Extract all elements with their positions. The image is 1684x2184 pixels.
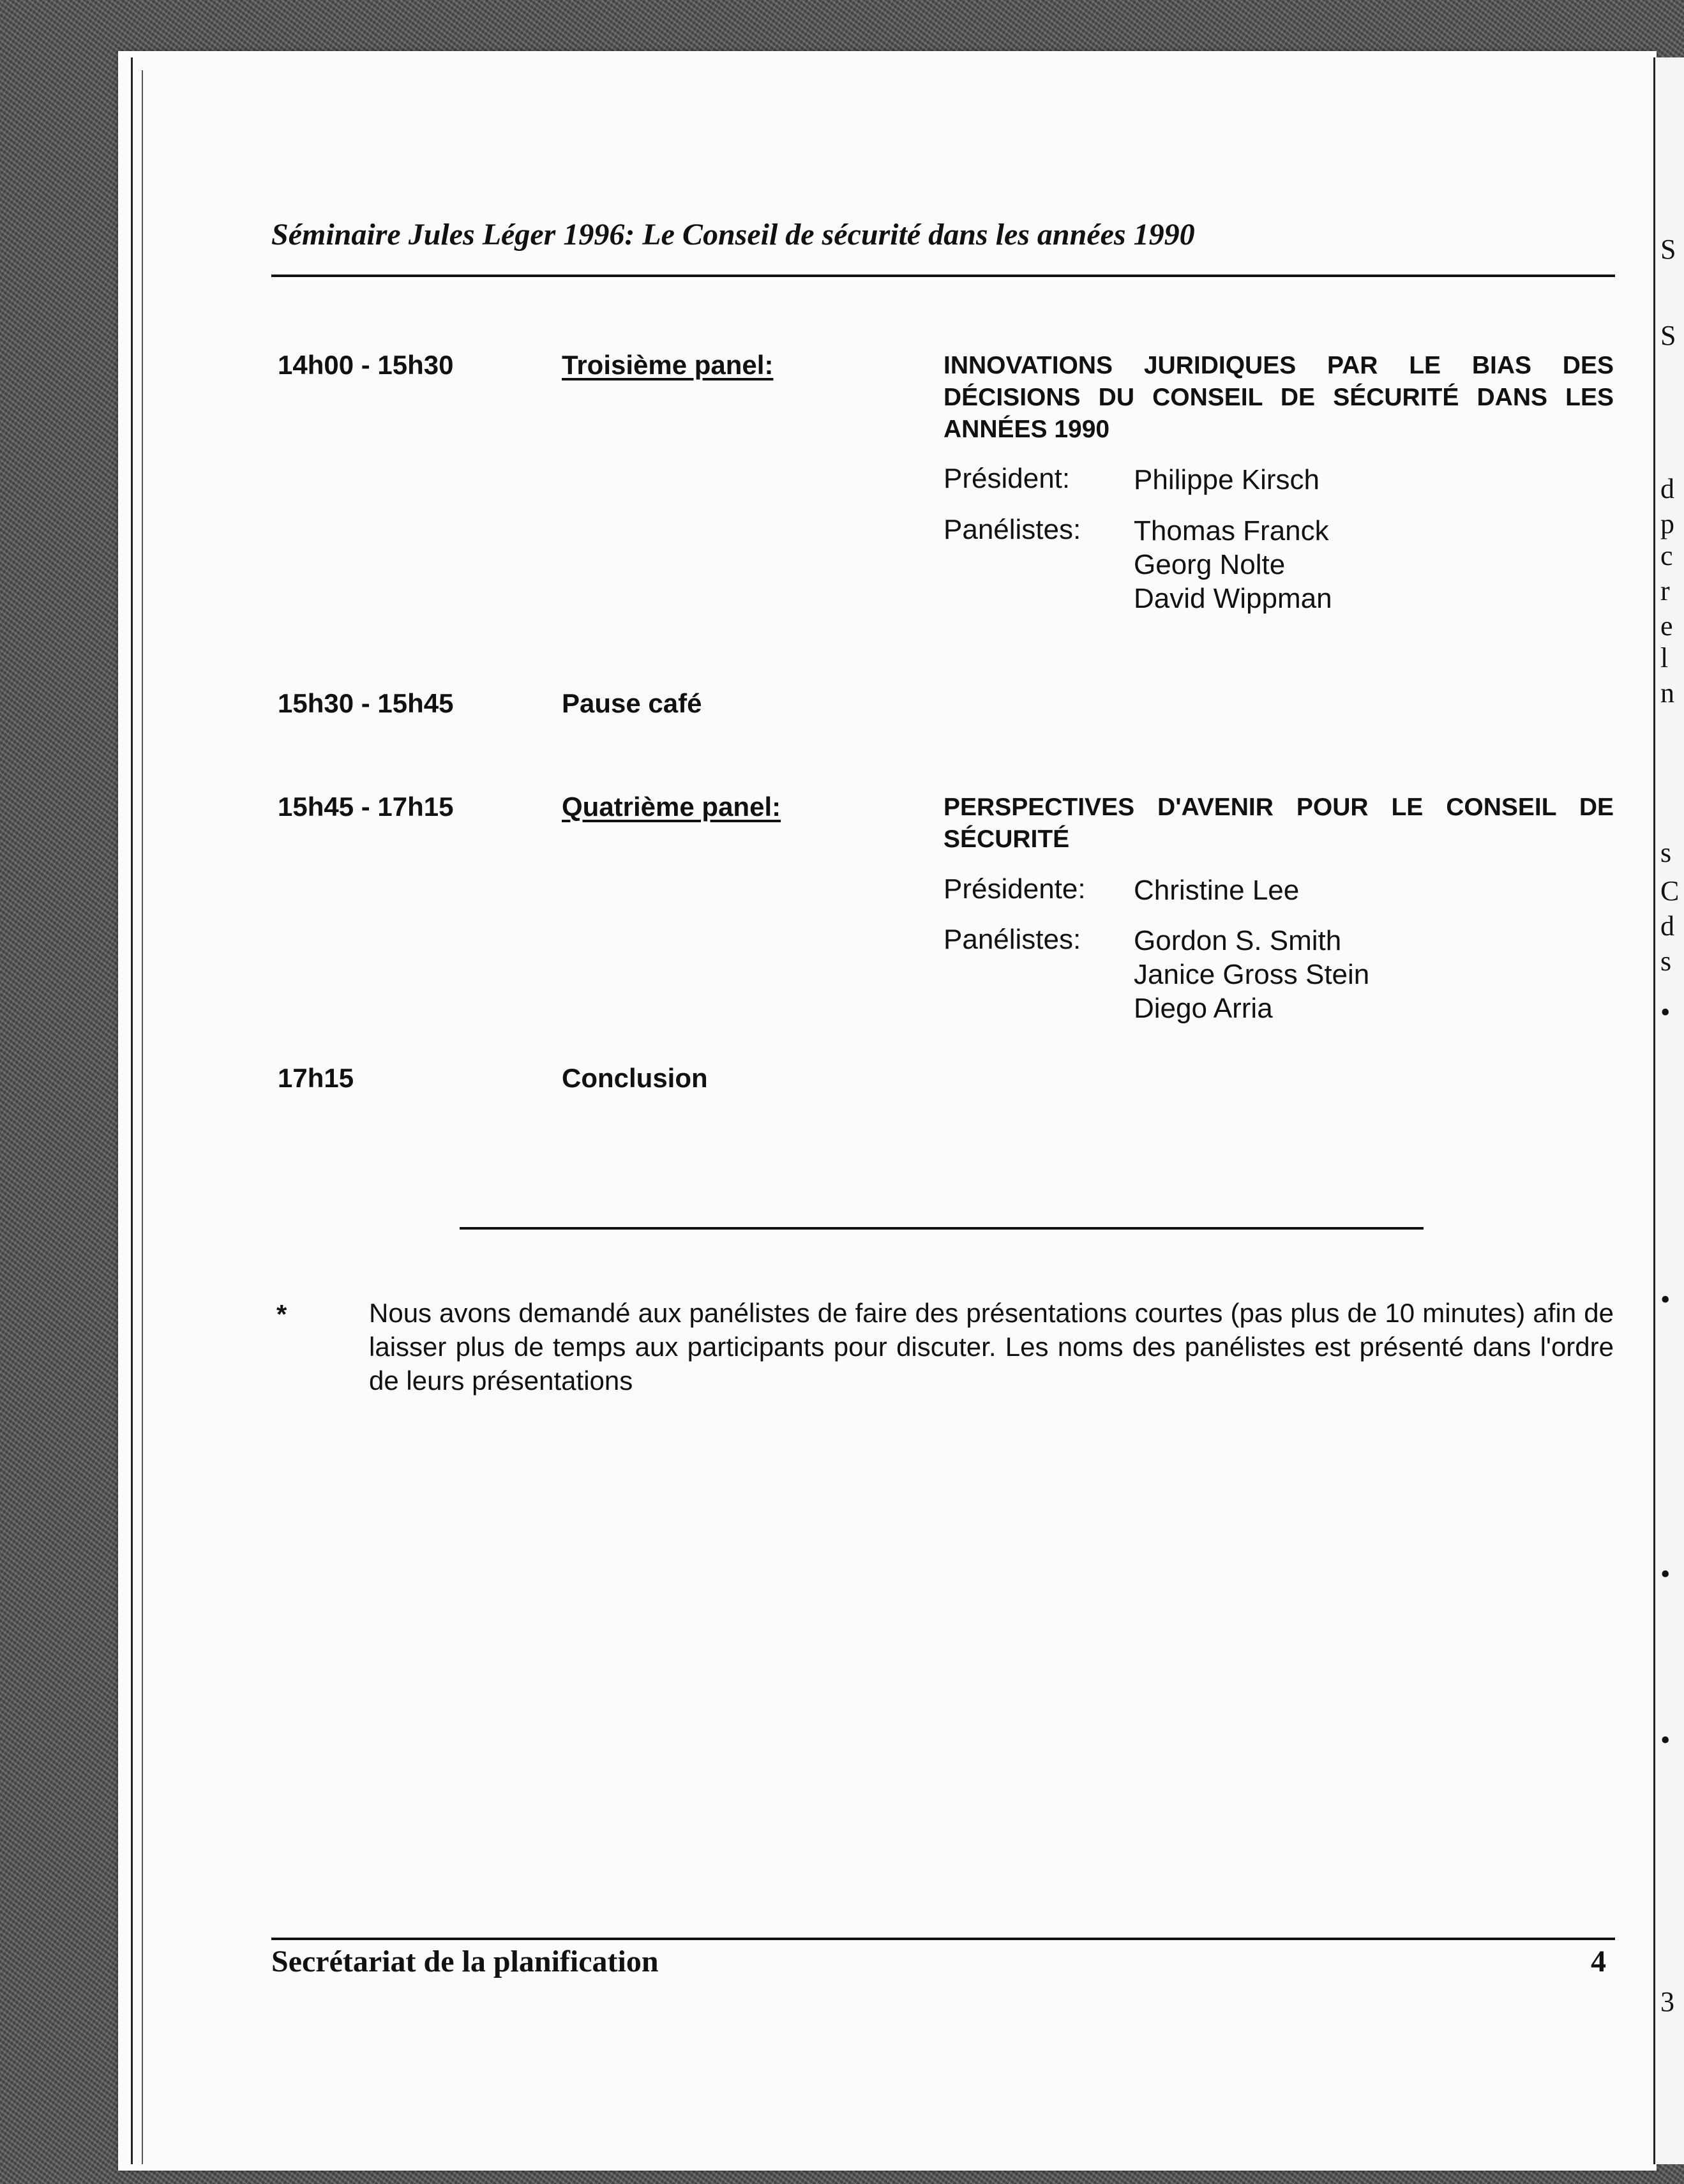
next-page-char: •: [1660, 1558, 1671, 1590]
next-page-char: s: [1660, 837, 1672, 868]
next-page-edge: [1653, 57, 1684, 2164]
footer-rule: [271, 1938, 1615, 1940]
session-label: Conclusion: [562, 1063, 708, 1093]
panelists-role: Panélistes:: [943, 924, 1081, 955]
page-number: 4: [1591, 1945, 1606, 1978]
next-page-char: d: [1660, 910, 1674, 942]
page-header-title: Séminaire Jules Léger 1996: Le Conseil de sécurité dans les années 1990: [271, 218, 1195, 252]
panelist-name: Gordon S. Smith: [1134, 925, 1342, 956]
next-page-char: C: [1660, 875, 1680, 907]
footer-publisher: Secrétariat de la planification: [271, 1945, 659, 1978]
session-time: 17h15: [278, 1063, 354, 1093]
panelist-name: Georg Nolte: [1134, 549, 1286, 580]
chair-role: Président:: [943, 463, 1071, 494]
next-page-char: r: [1660, 575, 1670, 606]
next-page-char: s: [1660, 945, 1672, 977]
header-rule: [271, 275, 1615, 277]
panelists-list: [1134, 514, 1332, 615]
session-time: 14h00 - 15h30: [278, 350, 454, 380]
next-page-char: e: [1660, 610, 1673, 642]
next-page-char: S: [1660, 234, 1676, 265]
next-page-char: p: [1660, 508, 1674, 539]
next-page-char: c: [1660, 540, 1673, 571]
next-page-char: d: [1660, 473, 1674, 504]
binding-edge-line-inner: [142, 70, 143, 2164]
panelist-name: Thomas Franck: [1134, 515, 1329, 546]
session-time: 15h45 - 17h15: [278, 792, 454, 822]
footnote-marker: *: [276, 1299, 287, 1329]
session-title: INNOVATIONS JURIDIQUES PAR LE BIAS DES DÉCISIONS DU CONSEIL DE SÉCURITÉ DANS LES ANNÉES 1990: [943, 352, 1614, 443]
chair-role: Présidente:: [943, 873, 1086, 905]
session-title: PERSPECTIVES D'AVENIR POUR LE CONSEIL DE SÉCURITÉ: [943, 794, 1614, 853]
next-page-char: 3: [1660, 1986, 1674, 2017]
binding-edge-line: [131, 57, 133, 2164]
footnote-text: Nous avons demandé aux panélistes de faire des présentations courtes (pas plus de 10 minutes) afin de laisser plus de temps aux participants pour discuter. Les noms des panélistes est présenté dans l'ordre de leurs présentations: [369, 1298, 1614, 1396]
panelist-name: David Wippman: [1134, 583, 1332, 614]
separator-rule: [460, 1227, 1424, 1230]
next-page-char: •: [1660, 997, 1671, 1028]
next-page-char: •: [1660, 1724, 1671, 1756]
chair-name: Christine Lee: [1134, 875, 1300, 906]
next-page-char: n: [1660, 677, 1674, 709]
session-label: Troisième panel:: [562, 350, 774, 380]
panelists-role: Panélistes:: [943, 514, 1081, 545]
panelist-name: Diego Arria: [1134, 993, 1273, 1024]
session-label: Pause café: [562, 688, 702, 718]
session-time: 15h30 - 15h45: [278, 688, 454, 718]
panelists-list: [1134, 924, 1369, 1025]
panelist-name: Janice Gross Stein: [1134, 959, 1370, 990]
next-page-char: •: [1660, 1284, 1671, 1315]
session-label: Quatrième panel:: [562, 792, 781, 822]
next-page-char: l: [1660, 642, 1669, 674]
next-page-char: S: [1660, 320, 1676, 351]
chair-name: Philippe Kirsch: [1134, 464, 1320, 495]
